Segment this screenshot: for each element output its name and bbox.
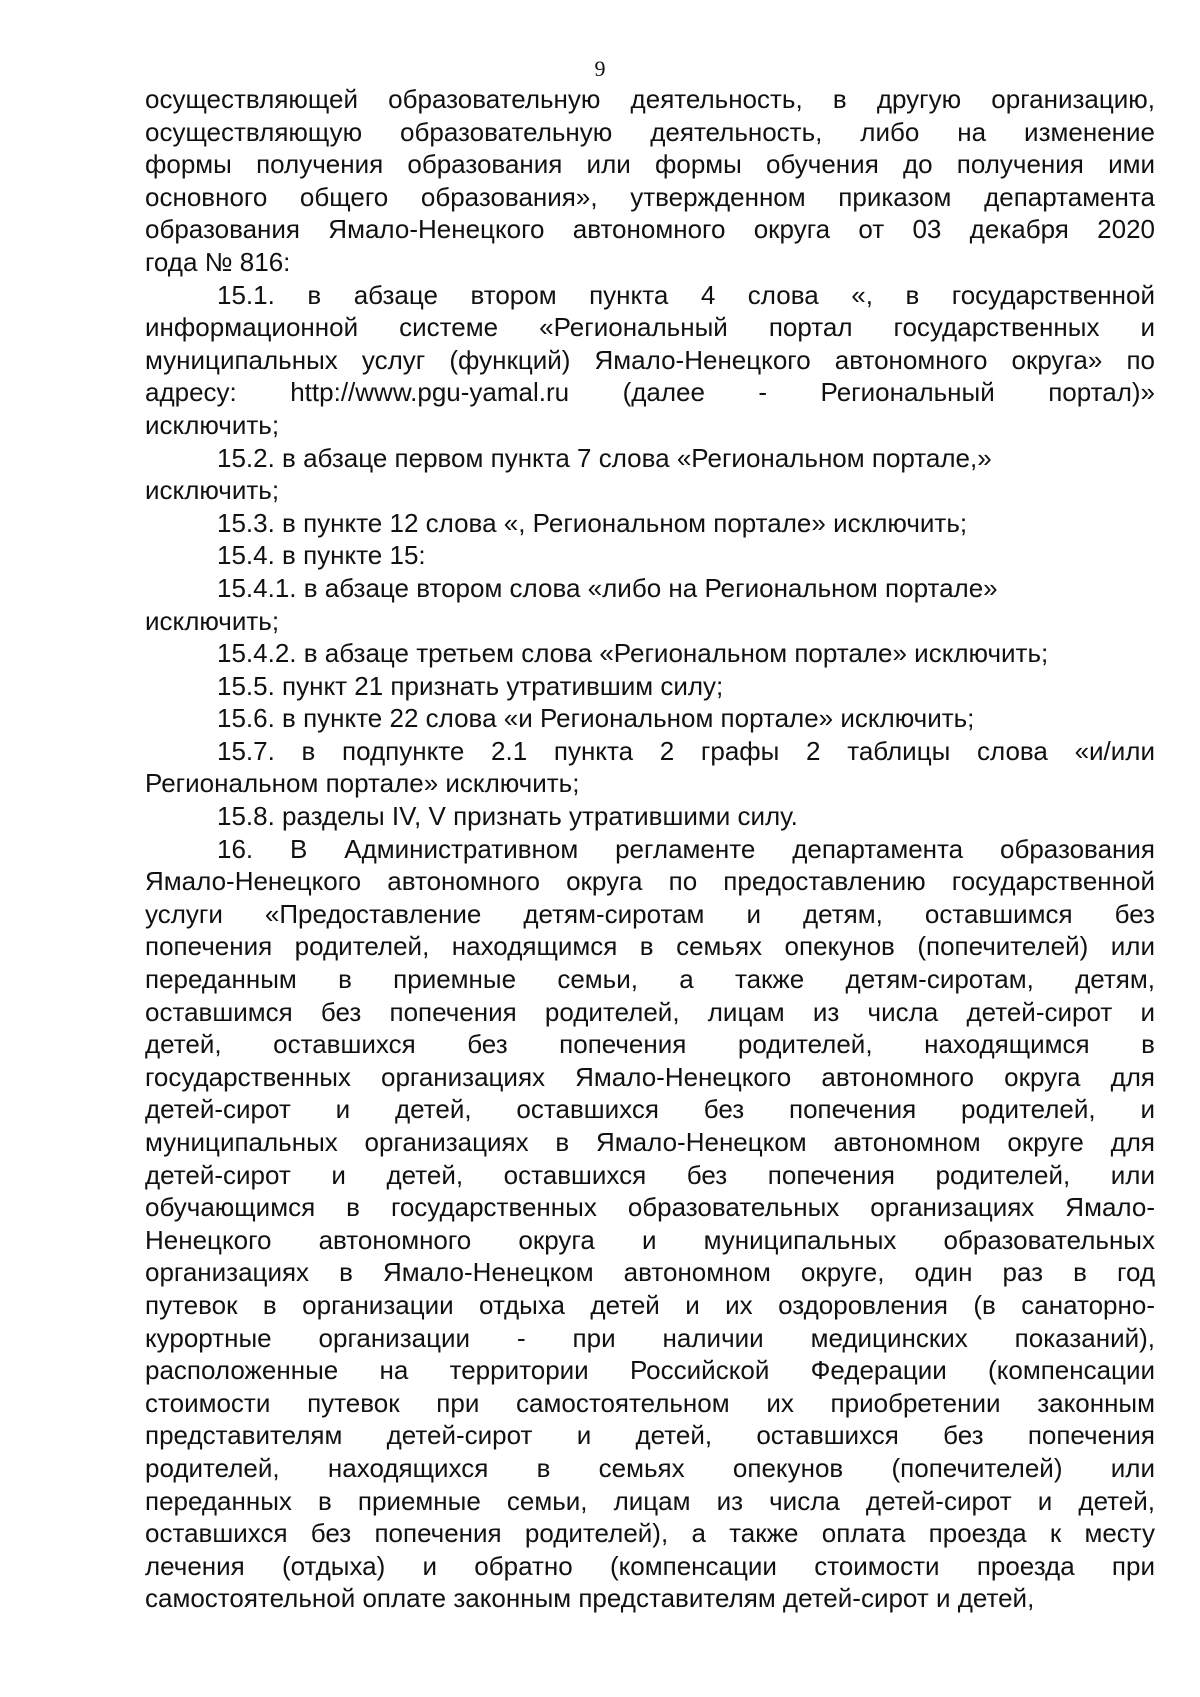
text-line: адресу: http://www.pgu-yamal.ru (далее - Региональный портал)» xyxy=(145,377,1155,408)
text-line: образования Ямало-Ненецкого автономного округа от 03 декабря 2020 xyxy=(145,214,1155,245)
text-line: основного общего образования», утвержденном приказом департамента xyxy=(145,181,1155,212)
text-line: переданным в приемные семьи, а также детям-сиротам, детям, xyxy=(145,964,1155,995)
text-line: 15.4.2. в абзаце третьем слова «Региональном портале» исключить; xyxy=(217,638,1049,669)
text-line: исключить; xyxy=(145,409,280,440)
text-line: 16. В Административном регламенте департамента образования xyxy=(217,833,1155,864)
text-line: 15.4.1. в абзаце втором слова «либо на Региональном портале» xyxy=(217,572,998,603)
text-line: Ямало-Ненецкого автономного округа по предоставлению государственной xyxy=(145,866,1155,897)
text-line: государственных организациях Ямало-Ненецкого автономного округа для xyxy=(145,1061,1155,1092)
text-line: представителям детей-сирот и детей, оставшихся без попечения xyxy=(145,1420,1155,1451)
text-line: осуществляющей образовательную деятельность, в другую организацию, xyxy=(145,84,1155,114)
text-line: 15.4. в пункте 15: xyxy=(217,540,426,571)
text-line: курортные организации - при наличии медицинских показаний), xyxy=(145,1322,1155,1353)
text-line: исключить; xyxy=(145,605,280,636)
text-line: организациях в Ямало-Ненецком автономном округе, один раз в год xyxy=(145,1257,1155,1288)
text-line: лечения (отдыха) и обратно (компенсации стоимости проезда при xyxy=(145,1550,1155,1581)
text-line: оставшимся без попечения родителей, лицам из числа детей-сирот и xyxy=(145,996,1155,1027)
text-line: услуги «Предоставление детям-сиротам и детям, оставшимся без xyxy=(145,898,1155,929)
text-line: попечения родителей, находящимся в семьях опекунов (попечителей) или xyxy=(145,931,1155,962)
text-line: обучающимся в государственных образовательных организациях Ямало- xyxy=(145,1192,1155,1223)
text-line: 15.6. в пункте 22 слова «и Региональном портале» исключить; xyxy=(217,703,975,734)
text-line: формы получения образования или формы обучения до получения ими xyxy=(145,149,1155,180)
text-line: муниципальных услуг (функций) Ямало-Ненецкого автономного округа» по xyxy=(145,344,1155,375)
text-line: муниципальных организациях в Ямало-Ненецком автономном округе для xyxy=(145,1127,1155,1157)
text-line: информационной системе «Региональный портал государственных и xyxy=(145,312,1155,343)
text-line: Региональном портале» исключить; xyxy=(145,768,580,799)
document-text xyxy=(145,83,1155,1615)
text-line: родителей, находящихся в семьях опекунов (попечителей) или xyxy=(145,1452,1155,1483)
text-line: 15.5. пункт 21 признать утратившим силу; xyxy=(217,670,724,701)
text-line: самостоятельной оплате законным представителям детей-сирот и детей, xyxy=(145,1583,1035,1614)
text-line: года № 816: xyxy=(145,246,291,277)
text-line: детей, оставшихся без попечения родителей, находящимся в xyxy=(145,1029,1155,1060)
page-number: 9 xyxy=(594,56,606,81)
text-line: 15.2. в абзаце первом пункта 7 слова «Региональном портале,» xyxy=(217,442,992,473)
text-line: осуществляющую образовательную деятельность, либо на изменение xyxy=(145,116,1155,147)
text-line: 15.3. в пункте 12 слова «, Региональном портале» исключить; xyxy=(217,507,968,538)
text-line: 15.7. в подпункте 2.1 пункта 2 графы 2 таблицы слова «и/или xyxy=(217,735,1155,766)
text-line: 15.8. разделы IV, V признать утратившими силу. xyxy=(217,801,798,832)
text-line: оставшихся без попечения родителей), а также оплата проезда к месту xyxy=(145,1518,1155,1549)
text-line: исключить; xyxy=(145,475,280,506)
text-line: переданных в приемные семьи, лицам из числа детей-сирот и детей, xyxy=(145,1485,1155,1516)
text-line: путевок в организации отдыха детей и их оздоровления (в санаторно- xyxy=(145,1289,1155,1320)
text-line: стоимости путевок при самостоятельном их приобретении законным xyxy=(145,1387,1155,1418)
text-line: детей-сирот и детей, оставшихся без попечения родителей, или xyxy=(145,1159,1155,1190)
text-line: расположенные на территории Российской Федерации (компенсации xyxy=(145,1355,1155,1386)
text-line: детей-сирот и детей, оставшихся без попечения родителей, и xyxy=(145,1094,1155,1125)
text-line: Ненецкого автономного округа и муниципальных образовательных xyxy=(145,1224,1155,1255)
text-line: 15.1. в абзаце втором пункта 4 слова «, в государственной xyxy=(217,279,1155,310)
